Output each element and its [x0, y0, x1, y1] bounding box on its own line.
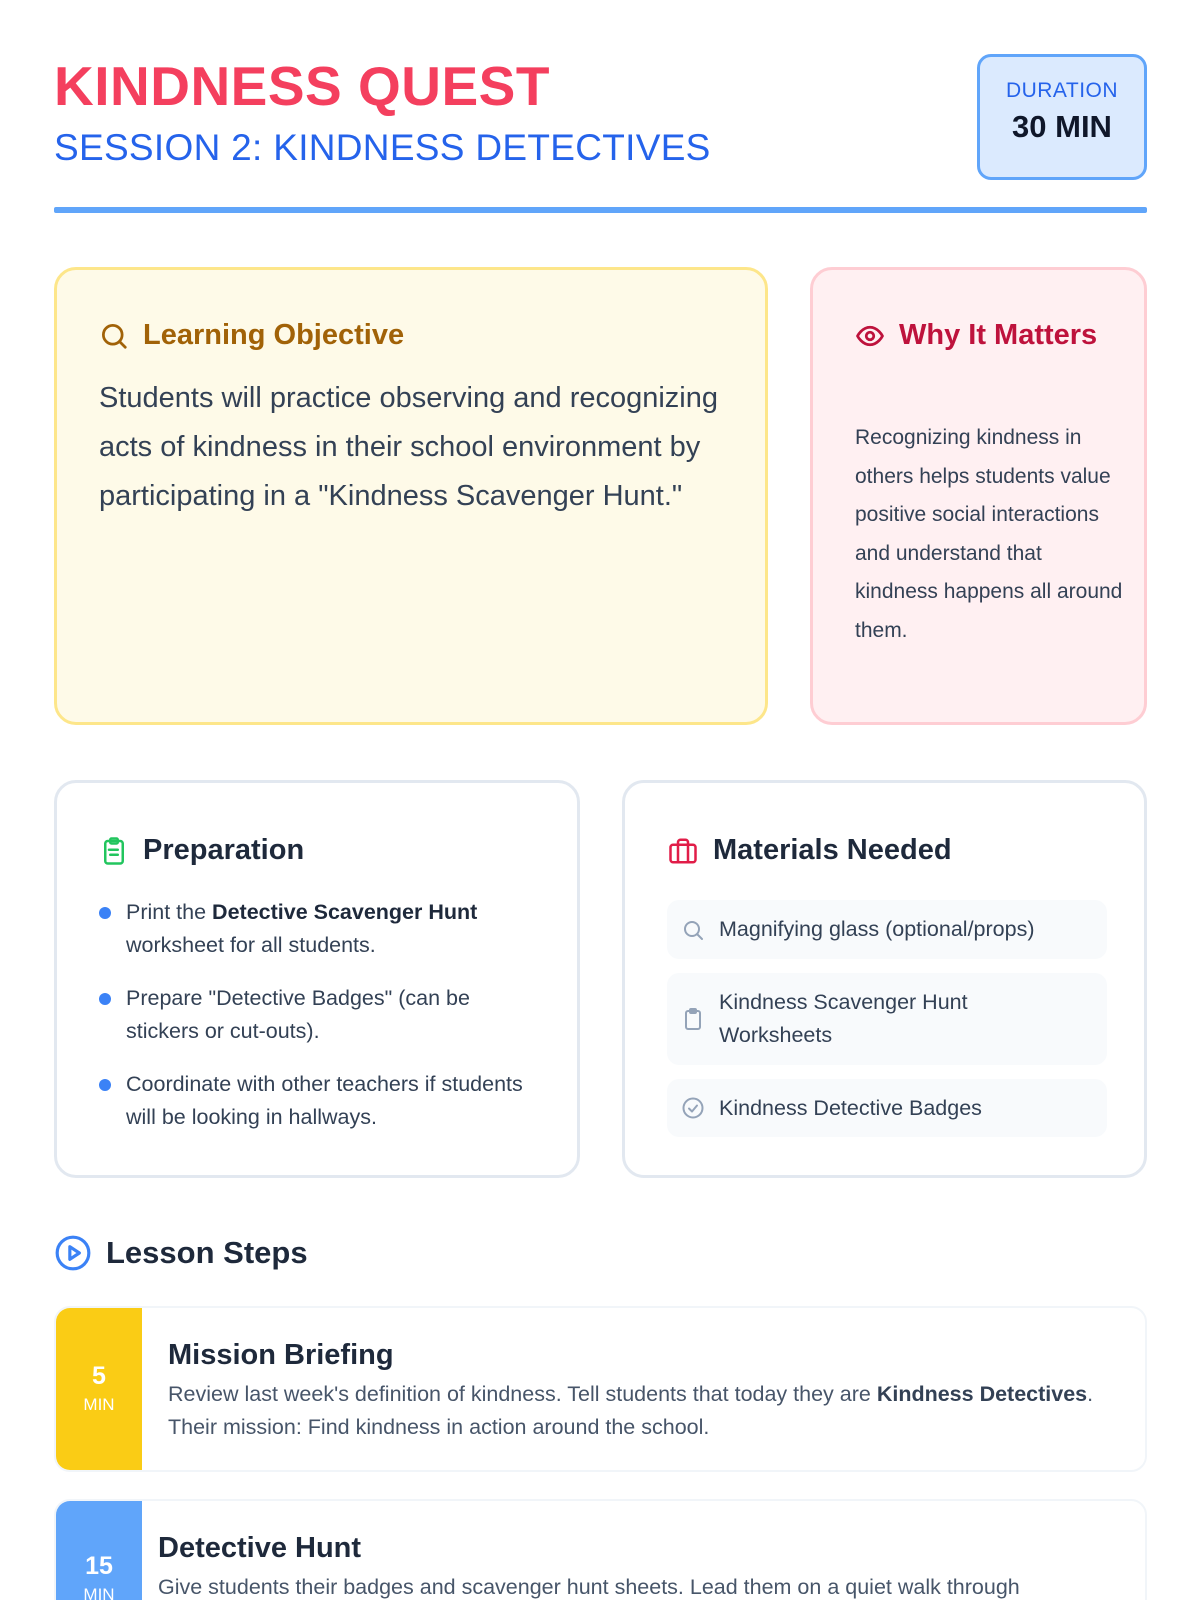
- preparation-list: [99, 896, 539, 1154]
- duration-value: 30 MIN: [1012, 109, 1112, 144]
- step-body: [158, 1525, 1098, 1600]
- briefcase-icon: [667, 836, 699, 866]
- step-minutes: 15: [85, 1552, 113, 1580]
- learning-objective-card: [54, 267, 768, 725]
- lesson-step: [54, 1499, 1147, 1600]
- materials-title: Materials Needed: [713, 834, 952, 866]
- bullet-icon: [99, 907, 111, 919]
- learning-objective-title: Learning Objective: [143, 319, 405, 351]
- material-label: Kindness Scavenger Hunt Worksheets: [719, 990, 968, 1047]
- preparation-card: [54, 780, 580, 1178]
- search-icon: [99, 321, 129, 351]
- material-item: [667, 900, 1107, 959]
- material-item: [667, 1079, 1107, 1137]
- learning-objective-header: [99, 312, 404, 359]
- step-duration-badge: [56, 1308, 142, 1470]
- session-subtitle: SESSION 2: KINDNESS DETECTIVES: [54, 127, 711, 168]
- why-it-matters-card: [810, 267, 1147, 725]
- material-label: Magnifying glass (optional/props): [719, 917, 1035, 941]
- list-item: Coordinate with other teachers if students will be looking in hallways.: [99, 1068, 539, 1134]
- preparation-header: [99, 827, 304, 874]
- duration-label: DURATION: [1005, 79, 1119, 102]
- material-label: Kindness Detective Badges: [719, 1095, 982, 1120]
- page-header: [54, 54, 1147, 214]
- eye-icon: [855, 321, 885, 351]
- step-title: Mission Briefing: [168, 1339, 394, 1371]
- step-duration-badge: [56, 1501, 142, 1600]
- step-minutes: 5: [92, 1362, 106, 1390]
- list-item: Print the Detective Scavenger Hunt worksheet for all students.: [99, 896, 539, 962]
- header-divider: [54, 207, 1147, 213]
- check-circle-icon: [681, 1096, 705, 1120]
- search-icon: [681, 918, 705, 942]
- materials-header: [667, 827, 952, 874]
- bullet-icon: [99, 1079, 111, 1091]
- lesson-steps-title: Lesson Steps: [106, 1235, 308, 1270]
- why-it-matters-title: Why It Matters: [899, 319, 1098, 351]
- duration-badge: [977, 54, 1147, 180]
- clipboard-list-icon: [99, 836, 129, 866]
- step-minutes-unit: MIN: [83, 1395, 115, 1414]
- learning-objective-text: Students will practice observing and recognizing acts of kindness in their school environment by participating in a "Kindness Scavenger Hunt.": [99, 382, 719, 512]
- lesson-steps-header: [54, 1234, 308, 1272]
- clipboard-icon: [681, 1007, 705, 1031]
- play-circle-icon: [54, 1234, 92, 1272]
- step-description: Give students their badges and scavenger hunt sheets. Lead them on a quiet walk through: [158, 1575, 1020, 1599]
- step-description: Review last week's definition of kindness. Tell students that today they are Kindness Detectives. Their mission: Find kindness in action around the school.: [168, 1382, 1094, 1439]
- materials-card: [622, 780, 1147, 1178]
- bullet-icon: [99, 993, 111, 1005]
- preparation-title: Preparation: [143, 834, 305, 866]
- step-title: Detective Hunt: [158, 1532, 362, 1564]
- step-minutes-unit: MIN: [83, 1585, 115, 1600]
- list-item: Prepare "Detective Badges" (can be stickers or cut-outs).: [99, 982, 539, 1048]
- step-body: [168, 1332, 1108, 1444]
- page-title: KINDNESS QUEST: [54, 55, 550, 117]
- why-it-matters-text: Recognizing kindness in others helps students value positive social interactions and understand that kindness happens all around them.: [855, 426, 1123, 642]
- material-item: [667, 973, 1107, 1065]
- why-it-matters-header: [855, 312, 1115, 359]
- lesson-step: [54, 1306, 1147, 1472]
